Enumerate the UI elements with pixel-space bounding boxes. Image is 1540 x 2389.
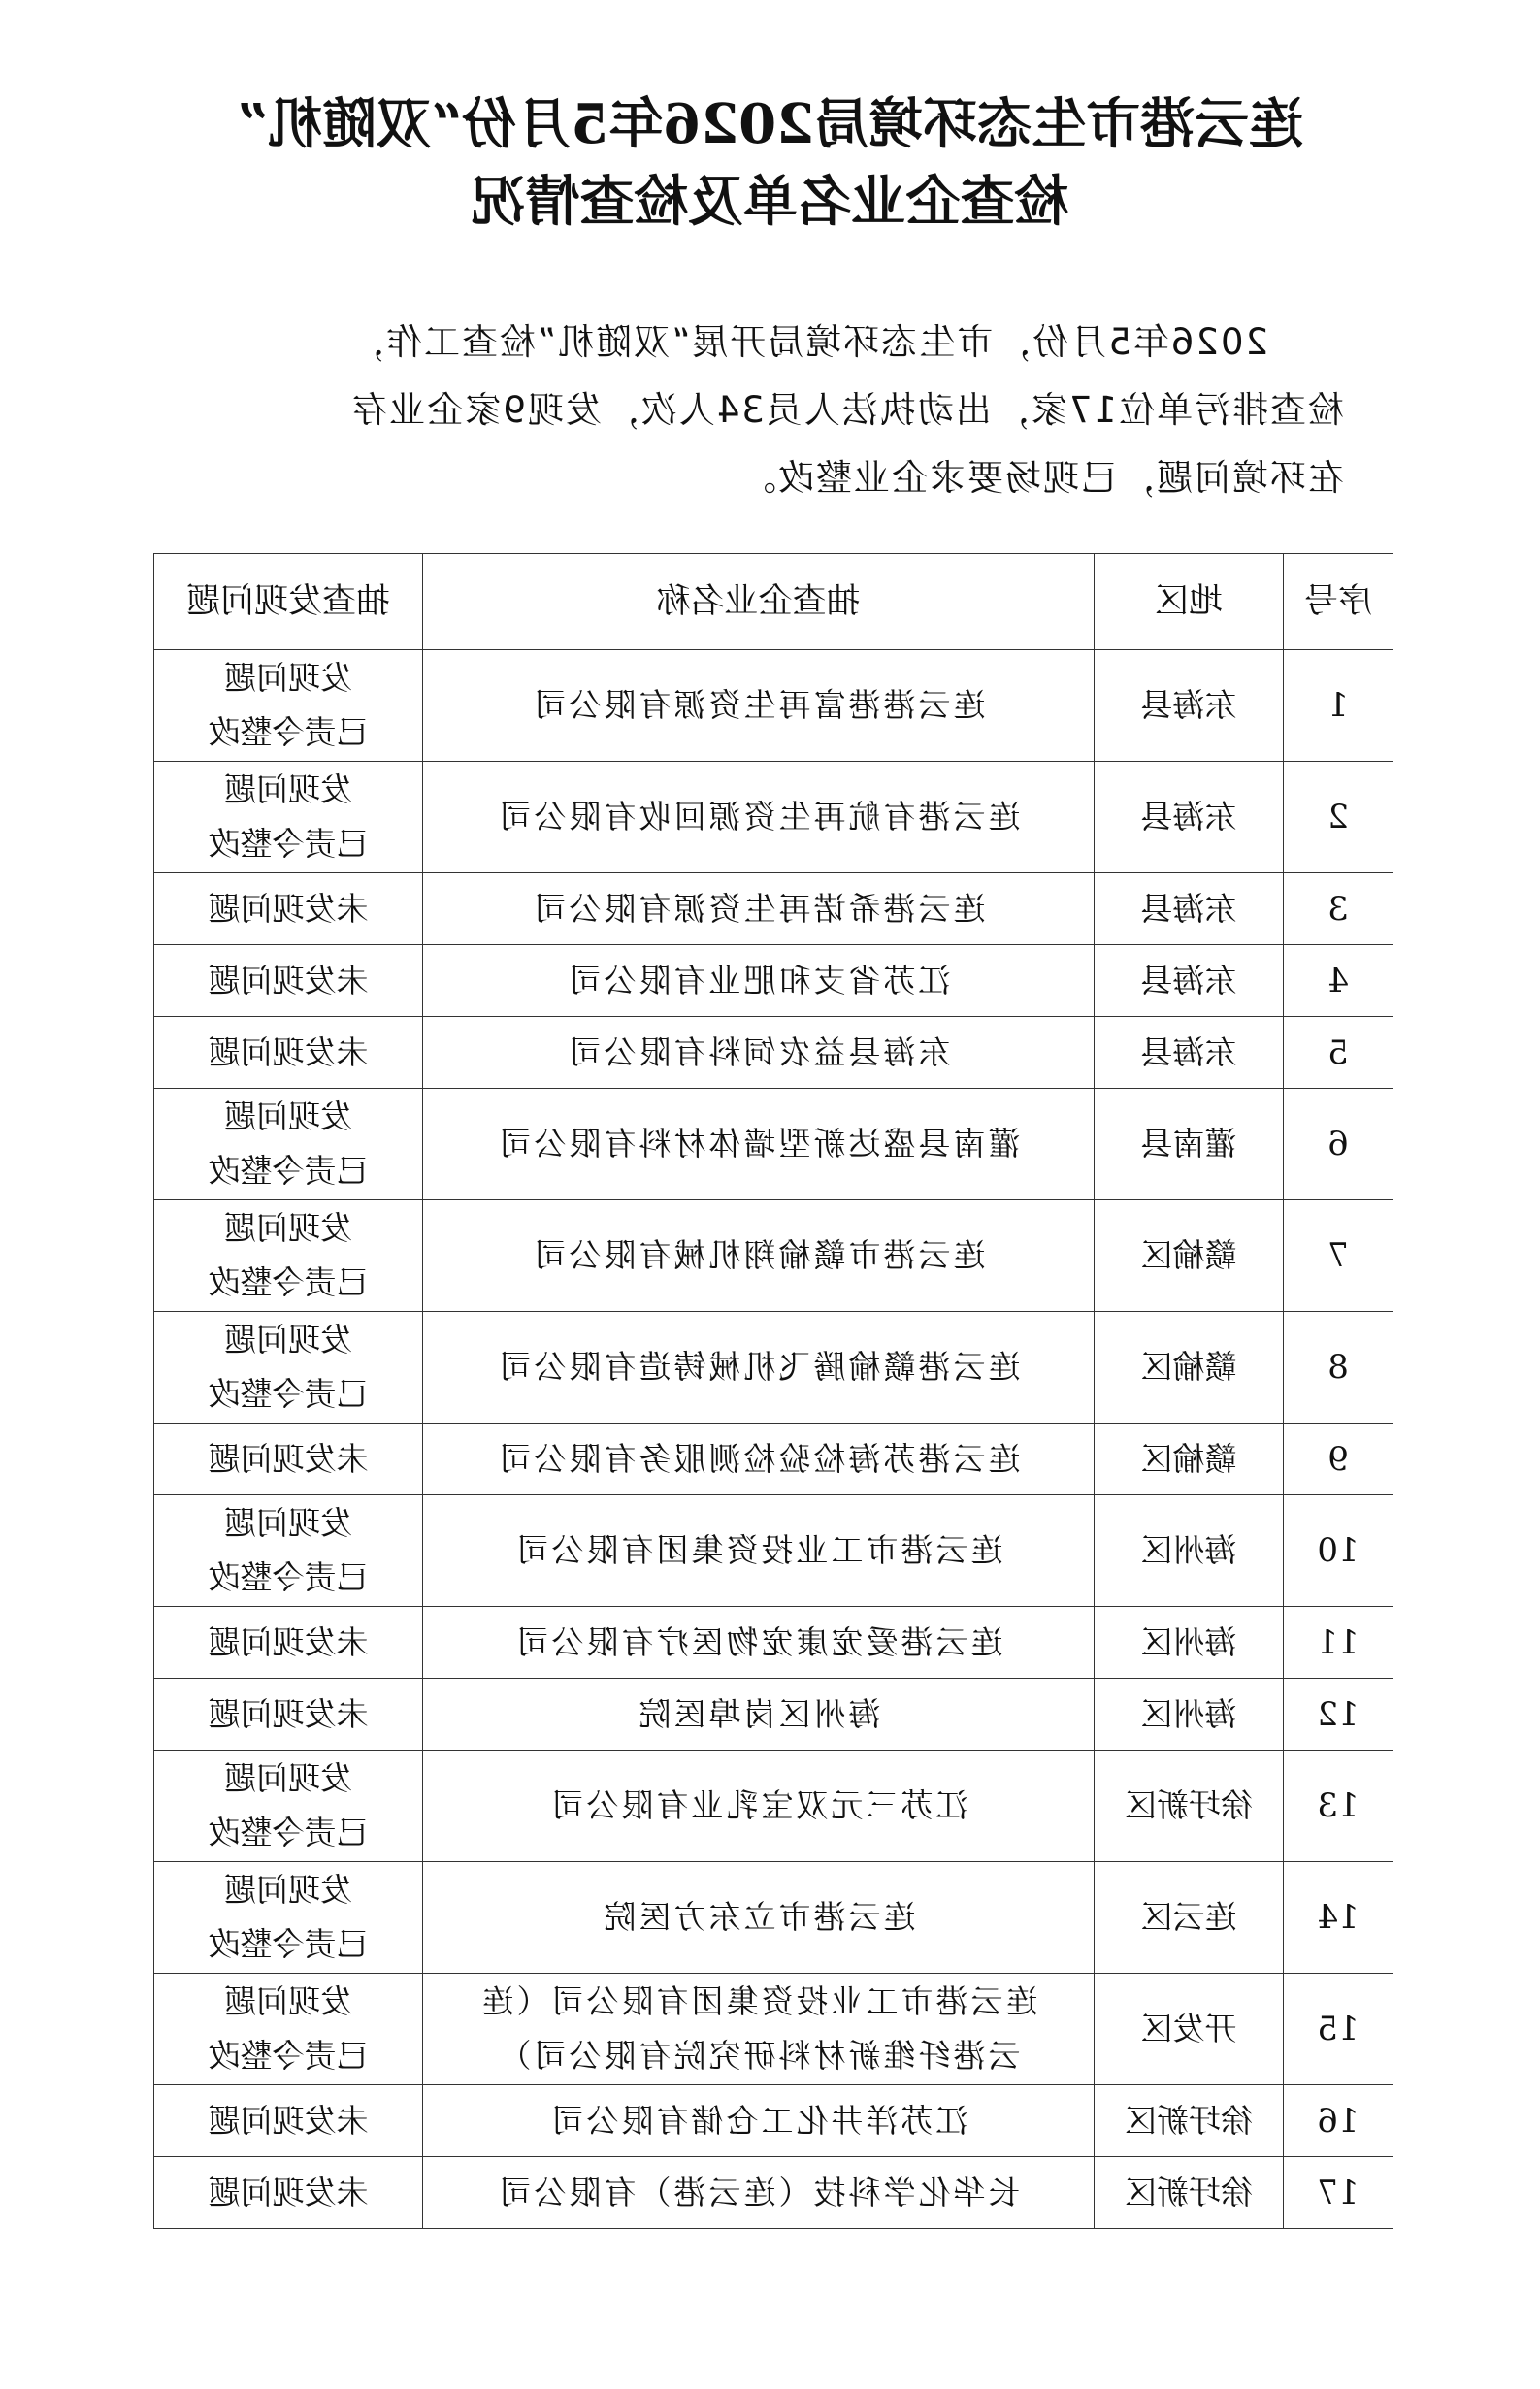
row-area: 赣榆区 <box>1095 1424 1284 1495</box>
row-area: 海州区 <box>1095 1679 1284 1751</box>
row-company-name <box>423 1089 1095 1200</box>
table-row <box>154 1751 1393 1862</box>
result-line: 发现问题 <box>224 1321 352 1358</box>
result-line: 发现问题 <box>224 1759 352 1797</box>
result-line: 发现问题 <box>224 659 352 697</box>
result-line: 已责令整改 <box>208 1558 369 1596</box>
row-area: 东海县 <box>1095 650 1284 762</box>
company-name-line: 云港纤维新材料研究院有限公司） <box>496 2037 1021 2075</box>
result-line: 发现问题 <box>224 1871 352 1909</box>
table-row <box>154 1862 1393 1974</box>
row-company-name <box>423 1862 1095 1974</box>
table-row <box>154 2085 1393 2157</box>
inspection-table <box>153 553 1393 2229</box>
intro-paragraph <box>195 309 1344 512</box>
row-company-name <box>423 1200 1095 1312</box>
row-result <box>154 1679 423 1751</box>
row-result <box>154 1200 423 1312</box>
row-area: 海州区 <box>1095 1495 1284 1607</box>
company-name-line: 东海县益农饲料有限公司 <box>566 1032 951 1071</box>
title-line-2: 检查企业名单及检查情况 <box>471 170 1069 234</box>
result-line: 未发现问题 <box>208 1032 369 1071</box>
company-name-line: 连云港市工业投资集团有限公司（连 <box>478 1982 1038 2020</box>
intro-line-2: 检查排污单位17家，出动执法人员34人次，发现9家企业存 <box>349 389 1344 431</box>
table-row <box>154 1607 1393 1679</box>
row-result <box>154 762 423 873</box>
row-result <box>154 650 423 762</box>
company-name-line: 连云港市赣榆翔机械有限公司 <box>531 1236 986 1274</box>
table-row <box>154 1312 1393 1424</box>
result-line: 发现问题 <box>224 1209 352 1247</box>
result-line: 发现问题 <box>224 1097 352 1135</box>
row-area: 东海县 <box>1095 762 1284 873</box>
row-number: 1 <box>1284 650 1393 762</box>
result-line: 发现问题 <box>224 1982 352 2020</box>
result-line: 发现问题 <box>224 1504 352 1542</box>
table-row <box>154 650 1393 762</box>
row-number: 13 <box>1284 1751 1393 1862</box>
row-company-name <box>423 1751 1095 1862</box>
result-line: 未发现问题 <box>208 1439 369 1478</box>
intro-line-3: 在环境问题，已现场要求企业整改。 <box>738 457 1344 499</box>
row-result <box>154 1862 423 1974</box>
table-row <box>154 1017 1393 1089</box>
title-line-1: 连云港市生态环境局2026年5月份“双随机” <box>236 92 1304 156</box>
header-company: 抽查企业名称 <box>423 554 1095 650</box>
row-result <box>154 1495 423 1607</box>
row-company-name <box>423 2085 1095 2157</box>
row-number: 15 <box>1284 1974 1393 2085</box>
result-line: 未发现问题 <box>208 889 369 928</box>
company-name-line: 连云港爱宠康宠物医疗有限公司 <box>513 1622 1003 1661</box>
row-company-name <box>423 945 1095 1017</box>
table-row <box>154 945 1393 1017</box>
company-name-line: 连云港有航再生资源回收有限公司 <box>496 798 1021 835</box>
result-line: 已责令整改 <box>208 1925 369 1963</box>
table-row <box>154 1200 1393 1312</box>
row-number: 9 <box>1284 1424 1393 1495</box>
row-area: 赣榆区 <box>1095 1312 1284 1424</box>
table-row <box>154 2157 1393 2229</box>
company-name-line: 江苏洋井化工仓储有限公司 <box>548 2101 968 2140</box>
result-line: 发现问题 <box>224 770 352 808</box>
table-row <box>154 873 1393 945</box>
row-number: 2 <box>1284 762 1393 873</box>
row-number: 8 <box>1284 1312 1393 1424</box>
company-name-line: 连云港市工业投资集团有限公司 <box>513 1531 1003 1569</box>
row-area: 连云区 <box>1095 1862 1284 1974</box>
result-line: 未发现问题 <box>208 1622 369 1661</box>
company-name-line: 海州区岗埠医院 <box>636 1694 881 1733</box>
row-result <box>154 873 423 945</box>
row-area: 海州区 <box>1095 1607 1284 1679</box>
row-number: 10 <box>1284 1495 1393 1607</box>
row-result <box>154 2157 423 2229</box>
row-company-name <box>423 1424 1095 1495</box>
row-company-name <box>423 1017 1095 1089</box>
company-name-line: 连云港市立东方医院 <box>601 1898 916 1936</box>
company-name-line: 连云港苏海检验检测服务有限公司 <box>496 1439 1021 1478</box>
row-result <box>154 1974 423 2085</box>
row-result <box>154 2085 423 2157</box>
row-company-name <box>423 1495 1095 1607</box>
row-company-name <box>423 2157 1095 2229</box>
result-line: 未发现问题 <box>208 961 369 999</box>
row-area: 灌南县 <box>1095 1089 1284 1200</box>
result-line: 已责令整改 <box>208 1814 369 1851</box>
result-line: 已责令整改 <box>208 2037 369 2075</box>
result-line: 未发现问题 <box>208 1694 369 1733</box>
intro-line-1: 2026年5月份，市生态环境局开展“双随机”检查工作， <box>345 321 1268 363</box>
row-area: 徐圩新区 <box>1095 2157 1284 2229</box>
row-company-name <box>423 1312 1095 1424</box>
row-result <box>154 1089 423 1200</box>
table-row <box>154 1974 1393 2085</box>
row-number: 5 <box>1284 1017 1393 1089</box>
table-header-row <box>154 554 1393 650</box>
result-line: 已责令整改 <box>208 713 369 751</box>
result-line: 已责令整改 <box>208 825 369 863</box>
company-name-line: 江苏三元双宝乳业有限公司 <box>548 1786 968 1824</box>
row-company-name <box>423 873 1095 945</box>
table-body <box>154 650 1393 2229</box>
row-area: 开发区 <box>1095 1974 1284 2085</box>
header-area: 地区 <box>1095 554 1284 650</box>
company-name-line: 长华化学科技（连云港）有限公司 <box>496 2173 1021 2211</box>
row-number: 3 <box>1284 873 1393 945</box>
row-result <box>154 1312 423 1424</box>
row-number: 7 <box>1284 1200 1393 1312</box>
result-line: 未发现问题 <box>208 2173 369 2211</box>
row-number: 16 <box>1284 2085 1393 2157</box>
row-number: 17 <box>1284 2157 1393 2229</box>
result-line: 已责令整改 <box>208 1263 369 1301</box>
row-result <box>154 1424 423 1495</box>
row-company-name <box>423 1679 1095 1751</box>
header-no: 序号 <box>1284 554 1393 650</box>
row-area: 徐圩新区 <box>1095 1751 1284 1862</box>
row-company-name <box>423 762 1095 873</box>
table-row <box>154 1495 1393 1607</box>
row-number: 4 <box>1284 945 1393 1017</box>
row-area: 东海县 <box>1095 945 1284 1017</box>
row-area: 东海县 <box>1095 873 1284 945</box>
result-line: 已责令整改 <box>208 1152 369 1190</box>
row-number: 14 <box>1284 1862 1393 1974</box>
header-result: 抽查发现问题 <box>154 554 423 650</box>
document-title <box>0 85 1540 241</box>
row-company-name <box>423 1974 1095 2085</box>
row-number: 11 <box>1284 1607 1393 1679</box>
row-result <box>154 1017 423 1089</box>
row-company-name <box>423 650 1095 762</box>
row-result <box>154 1607 423 1679</box>
result-line: 未发现问题 <box>208 2101 369 2140</box>
table-row <box>154 1089 1393 1200</box>
table-row <box>154 762 1393 873</box>
row-number: 6 <box>1284 1089 1393 1200</box>
row-area: 东海县 <box>1095 1017 1284 1089</box>
row-result <box>154 945 423 1017</box>
company-name-line: 连云港赣榆腾飞机械铸造有限公司 <box>496 1348 1021 1386</box>
table-row <box>154 1679 1393 1751</box>
row-company-name <box>423 1607 1095 1679</box>
row-result <box>154 1751 423 1862</box>
row-number: 12 <box>1284 1679 1393 1751</box>
table-row <box>154 1424 1393 1495</box>
row-area: 徐圩新区 <box>1095 2085 1284 2157</box>
row-area: 赣榆区 <box>1095 1200 1284 1312</box>
company-name-line: 连云港港富再生资源有限公司 <box>531 686 986 724</box>
company-name-line: 江苏省支和肥业有限公司 <box>566 961 951 999</box>
result-line: 已责令整改 <box>208 1375 369 1413</box>
company-name-line: 灌南县盛达新型墙体材料有限公司 <box>496 1125 1021 1162</box>
company-name-line: 连云港希诺再生资源有限公司 <box>531 889 986 928</box>
